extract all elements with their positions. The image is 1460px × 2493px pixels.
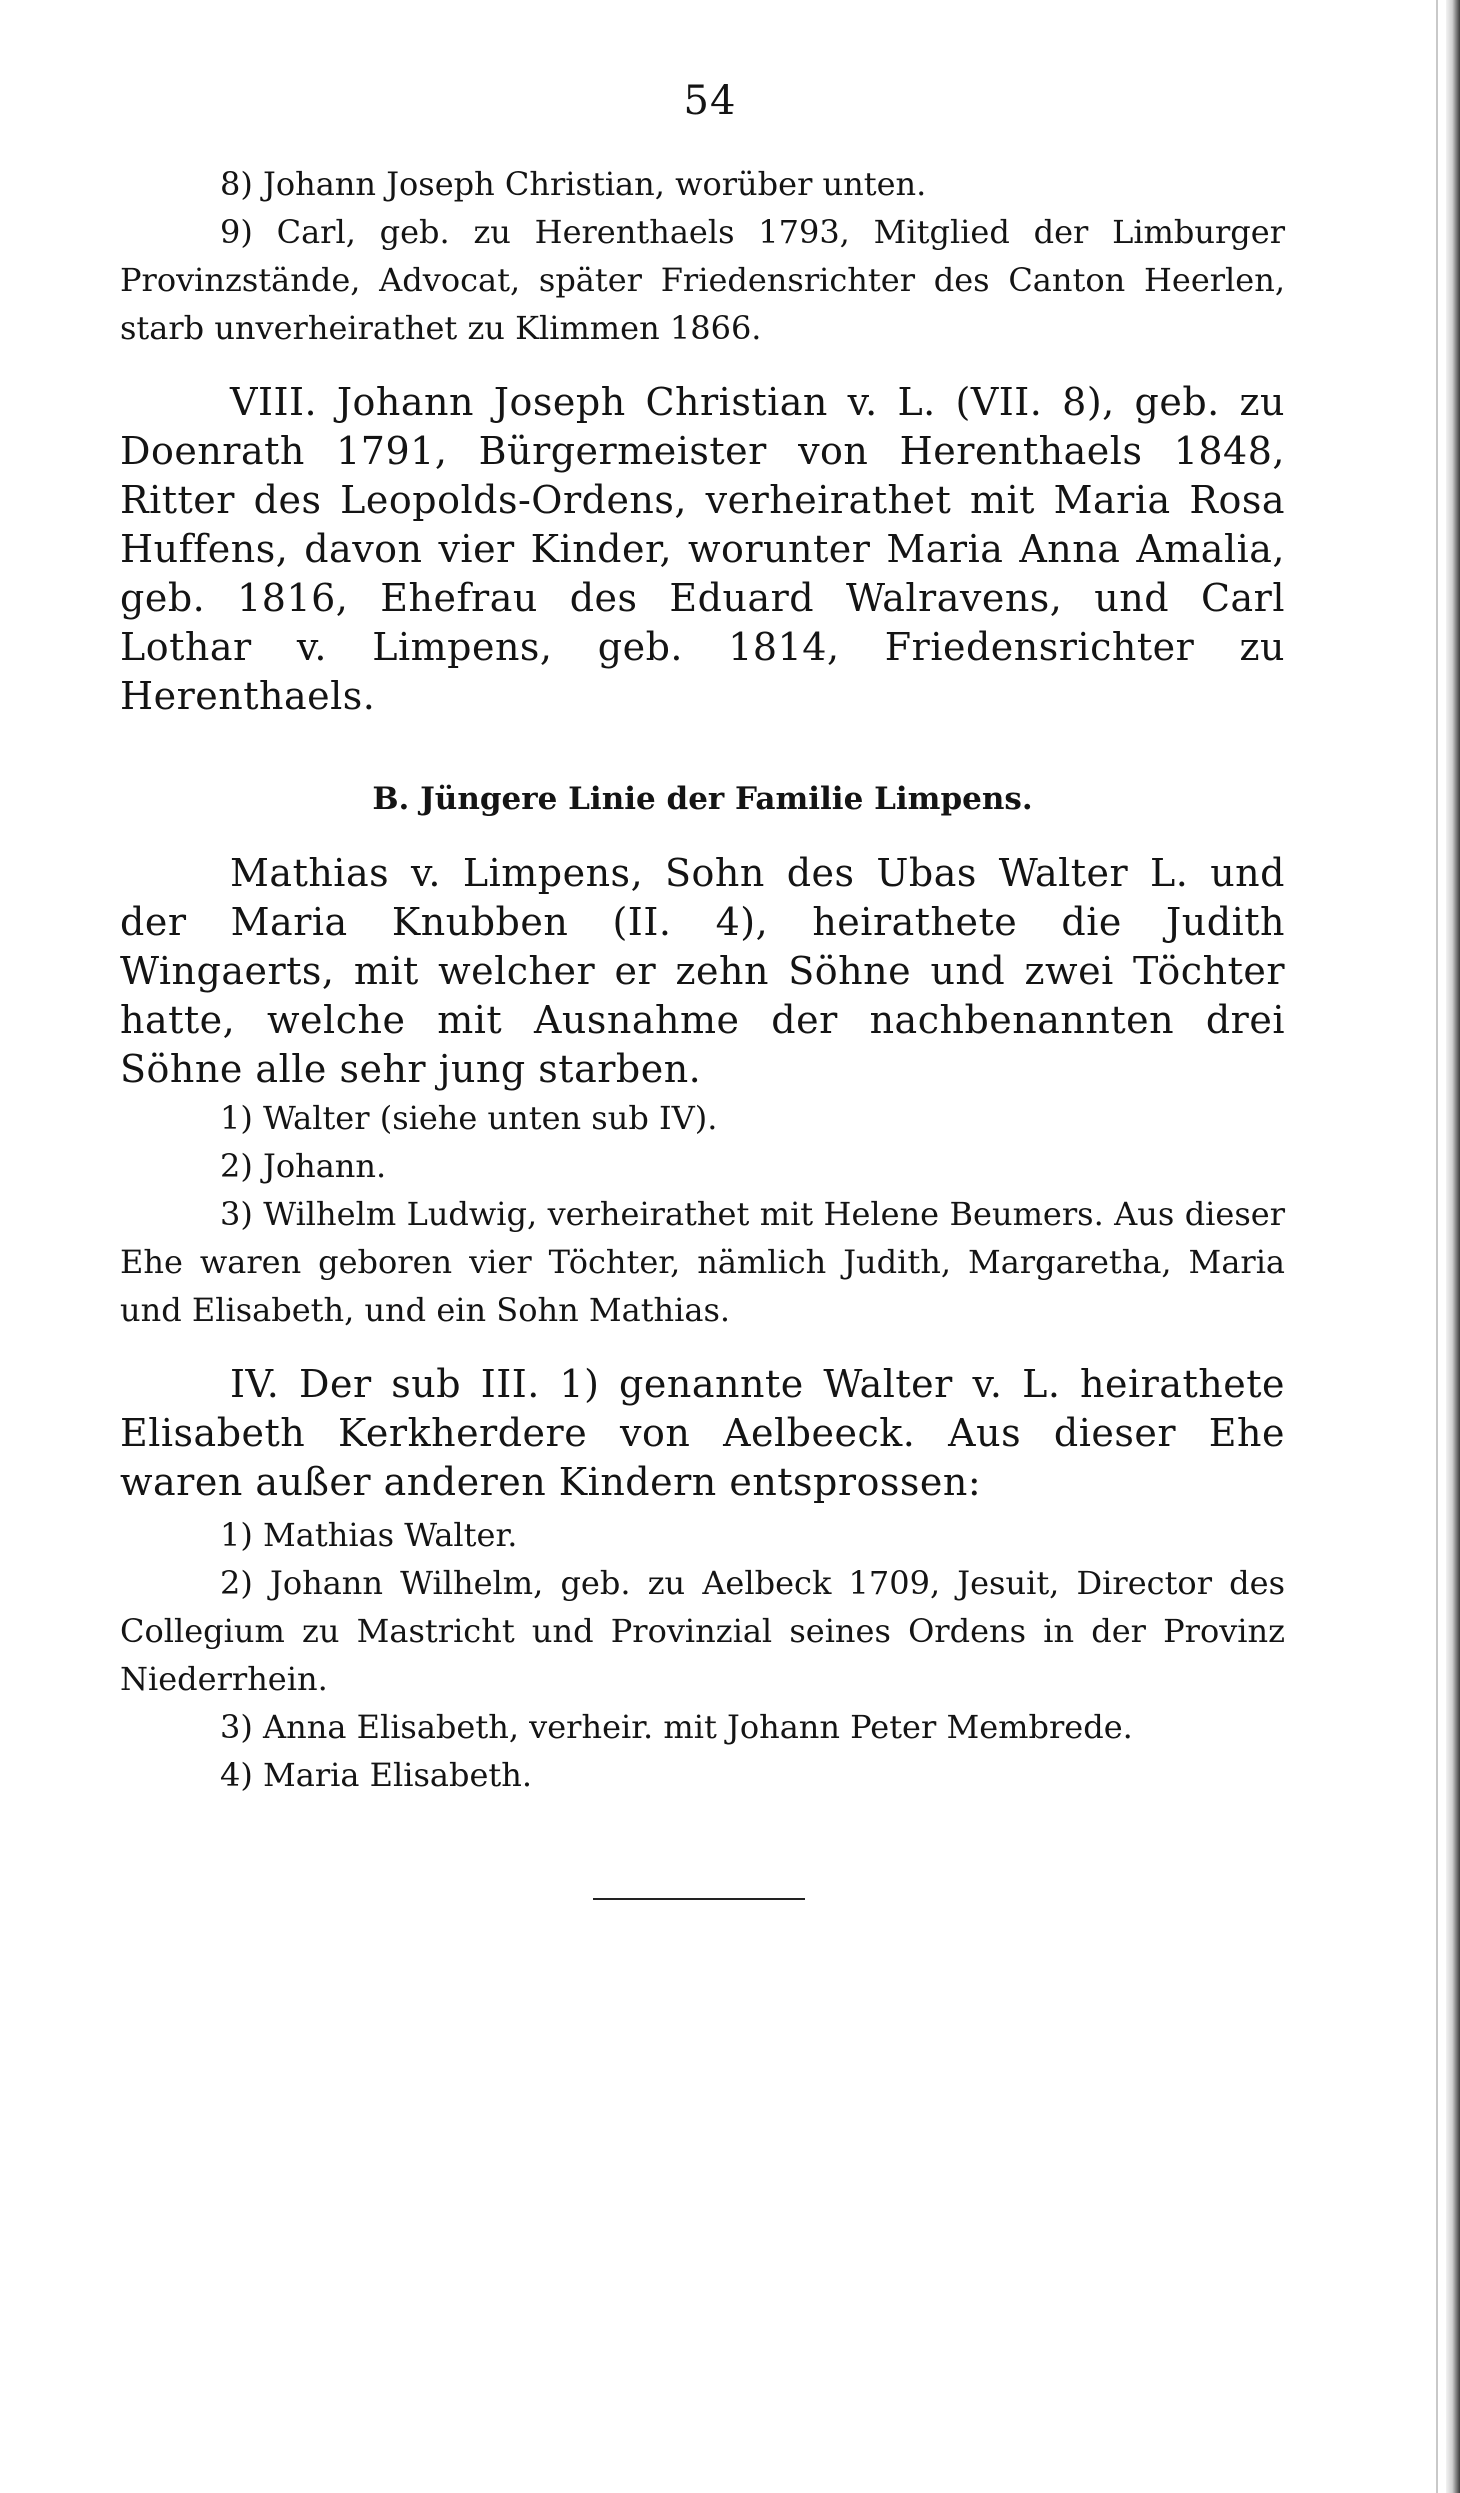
list-item-b-1: 1) Walter (siehe unten sub IV).: [220, 1099, 718, 1137]
paragraph-section-b: Mathias v. Limpens, Sohn des Ubas Walter L. und der Maria Knubben (II. 4), heirathete die Judith Wingaerts, mit welcher er zehn Söhne und zwei Töchter hatte, welche mit Ausnahme der nachbenannten drei Söhne alle sehr jung starben.: [120, 851, 1285, 1091]
page-edge-line: [1436, 0, 1438, 2493]
page-edge-shadow: [1446, 0, 1460, 2493]
section-heading-b: B. Jüngere Linie der Familie Limpens.: [372, 781, 1033, 817]
closing-rule: [593, 1898, 805, 1900]
list-item-iv-2: 2) Johann Wilhelm, geb. zu Aelbeck 1709, Jesuit, Director des Collegium zu Mastricht und Provinzial seines Ordens in der Provinz Niederrhein.: [120, 1564, 1285, 1698]
list-item-iv-1: 1) Mathias Walter.: [220, 1516, 518, 1554]
paragraph-viii: VIII. Johann Joseph Christian v. L. (VII. 8), geb. zu Doenrath 1791, Bürgermeister von Herenthaels 1848, Ritter des Leopolds-Ordens, verheirathet mit Maria Rosa Huffens, davon vier Kinder, worunter Maria Anna Amalia, geb. 1816, Ehefrau des Eduard Walravens, und Carl Lothar v. Limpens, geb. 1814, Friedensrichter zu Herenthaels.: [120, 380, 1285, 718]
page-text: [120, 160, 1285, 1799]
list-item-8: 8) Johann Joseph Christian, worüber unten.: [220, 165, 927, 203]
list-item-iv-4: 4) Maria Elisabeth.: [220, 1756, 533, 1794]
paragraph-iv: IV. Der sub III. 1) genannte Walter v. L. heirathete Elisabeth Kerkherdere von Aelbeeck. Aus dieser Ehe waren außer anderen Kindern entsprossen:: [120, 1362, 1285, 1504]
list-item-iv-3: 3) Anna Elisabeth, verheir. mit Johann Peter Membrede.: [220, 1708, 1133, 1746]
list-item-b-3: 3) Wilhelm Ludwig, verheirathet mit Helene Beumers. Aus dieser Ehe waren geboren vier Töchter, nämlich Judith, Margaretha, Maria und Elisabeth, und ein Sohn Mathias.: [120, 1195, 1285, 1329]
list-item-9: 9) Carl, geb. zu Herenthaels 1793, Mitglied der Limburger Provinzstände, Advocat, später Friedensrichter des Canton Heerlen, starb unverheirathet zu Klimmen 1866.: [120, 213, 1285, 347]
list-item-b-2: 2) Johann.: [220, 1147, 387, 1185]
page-number: 54: [683, 78, 737, 124]
